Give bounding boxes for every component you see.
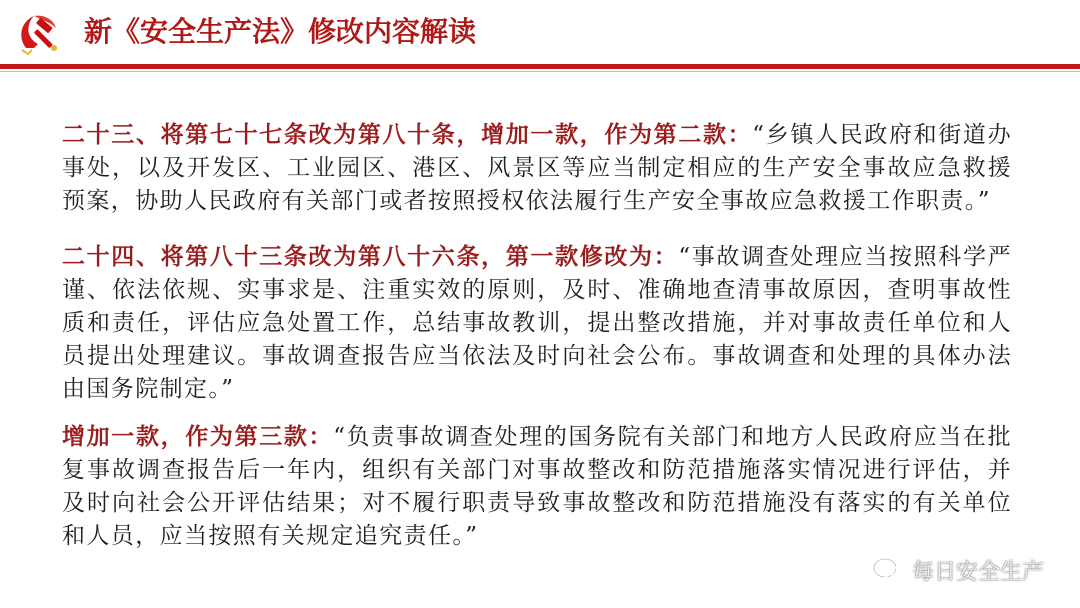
wechat-icon — [872, 557, 906, 585]
paragraph-article-23 — [62, 118, 1012, 218]
slide-header — [0, 0, 1080, 64]
watermark-text: 每日安全生产 — [911, 560, 1044, 585]
party-emblem-icon — [14, 8, 64, 58]
paragraph-body: “乡镇人民政府和街道办事处，以及开发区、工业园区、港区、风景区等应当制定相应的生产安全事故应急救援预案，协助人民政府有关部门或者按照授权依法履行生产安全事故应急救援工作职责。” — [62, 122, 1012, 214]
paragraph-body: “负责事故调查处理的国务院有关部门和地方人民政府应当在批复事故调查报告后一年内，组织有关部门对事故整改和防范措施落实情况进行评估，并及时向社会公开评估结果；对不履行职责导致事故整改和防范措施没有落实的有关单位和人员，应当按照有关规定追究责任。” — [62, 424, 1012, 549]
paragraph-lead: 二十三、将第七十七条改为第八十条，增加一款，作为第二款： — [62, 121, 753, 148]
paragraph-article-24 — [62, 240, 1012, 406]
article-content — [62, 118, 1012, 553]
paragraph-added-clause — [62, 420, 1012, 553]
paragraph-lead: 增加一款，作为第三款： — [62, 423, 334, 450]
header-divider — [0, 64, 1080, 69]
paragraph-body: “事故调查处理应当按照科学严谨、依法依规、实事求是、注重实效的原则，及时、准确地查清事故原因，查明事故性质和责任，评估应急处置工作，总结事故教训，提出整改措施，并对事故责任单位和人员提出处理建议。事故调查报告应当依法及时向社会公布。事故调查和处理的具体办法由国务院制定。” — [62, 244, 1013, 402]
page-title: 新《安全生产法》修改内容解读 — [84, 15, 477, 48]
header-divider-thin — [0, 71, 1080, 72]
watermark — [872, 555, 1044, 586]
paragraph-lead: 二十四、将第八十三条改为第八十六条，第一款修改为： — [62, 243, 679, 270]
